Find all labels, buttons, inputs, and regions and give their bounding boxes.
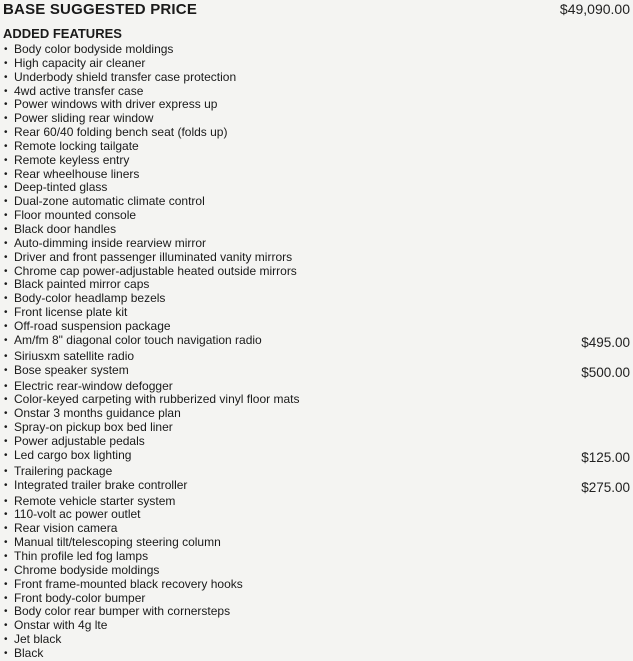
feature-row [0, 633, 633, 647]
feature-item [4, 449, 131, 463]
bullet-icon: • [4, 320, 8, 332]
bullet-icon: • [4, 154, 8, 166]
feature-label: Dual-zone automatic climate control [14, 194, 205, 209]
feature-label: Electric rear-window defogger [14, 378, 173, 393]
feature-row [0, 479, 633, 495]
feature-row [0, 126, 633, 140]
bullet-icon: • [4, 564, 8, 576]
feature-row [0, 140, 633, 154]
feature-label: Am/fm 8" diagonal color touch navigation radio [14, 332, 262, 347]
feature-row [0, 112, 633, 126]
feature-label: Power sliding rear window [14, 111, 154, 126]
bullet-icon: • [4, 350, 8, 362]
feature-row [0, 421, 633, 435]
bullet-icon: • [4, 307, 8, 319]
feature-label: Manual tilt/telescoping steering column [14, 535, 221, 550]
bullet-icon: • [4, 537, 8, 549]
bullet-icon: • [4, 237, 8, 249]
feature-row [0, 154, 633, 168]
feature-label: Rear wheelhouse liners [14, 166, 140, 181]
feature-row [0, 181, 633, 195]
base-price-title: BASE SUGGESTED PRICE [3, 1, 198, 18]
feature-row [0, 550, 633, 564]
bullet-icon: • [4, 223, 8, 235]
feature-label: Rear 60/40 folding bench seat (folds up) [14, 125, 228, 140]
bullet-icon: • [4, 293, 8, 305]
features-list [0, 43, 633, 661]
feature-label: Front license plate kit [14, 305, 128, 320]
feature-row [0, 265, 633, 279]
feature-row [0, 393, 633, 407]
feature-item [4, 605, 230, 619]
feature-item [4, 407, 181, 421]
feature-item [4, 495, 175, 509]
feature-label: Chrome cap power-adjustable heated outside mirrors [14, 263, 297, 278]
feature-row [0, 578, 633, 592]
base-price-row [0, 0, 633, 22]
feature-label: Body-color headlamp bezels [14, 291, 166, 306]
feature-item [4, 154, 129, 168]
feature-item [4, 536, 221, 550]
feature-item [4, 633, 61, 647]
feature-item [4, 140, 139, 154]
feature-item [4, 421, 173, 435]
feature-label: Remote keyless entry [14, 152, 130, 167]
feature-price: $500.00 [581, 364, 630, 380]
feature-item [4, 508, 141, 522]
feature-label: Onstar 3 months guidance plan [14, 406, 181, 421]
feature-row [0, 407, 633, 421]
bullet-icon: • [4, 334, 8, 346]
feature-item [4, 564, 159, 578]
bullet-icon: • [4, 44, 8, 55]
feature-row [0, 71, 633, 85]
feature-label: Power windows with driver express up [14, 97, 218, 112]
bullet-icon: • [4, 634, 8, 646]
bullet-icon: • [4, 182, 8, 194]
feature-item [4, 168, 139, 182]
feature-item [4, 237, 206, 251]
bullet-icon: • [4, 592, 8, 604]
feature-item [4, 112, 153, 126]
base-price-value: $49,090.00 [559, 1, 630, 17]
feature-item [4, 619, 107, 633]
bullet-icon: • [4, 85, 8, 97]
feature-item [4, 350, 134, 364]
feature-label: Remote locking tailgate [14, 138, 139, 153]
feature-row [0, 350, 633, 364]
feature-row [0, 209, 633, 223]
feature-row [0, 223, 633, 237]
feature-item [4, 223, 116, 237]
feature-label: Onstar with 4g lte [14, 618, 108, 633]
feature-label: 110-volt ac power outlet [14, 507, 141, 522]
feature-label: Black [14, 645, 44, 660]
feature-label: High capacity air cleaner [14, 55, 146, 70]
feature-row [0, 495, 633, 509]
feature-label: Chrome bodyside moldings [14, 562, 160, 577]
bullet-icon: • [4, 435, 8, 447]
bullet-icon: • [4, 210, 8, 222]
feature-row [0, 195, 633, 209]
feature-label: Siriusxm satellite radio [14, 348, 135, 363]
feature-label: Integrated trailer brake controller [14, 477, 188, 492]
feature-item [4, 364, 129, 378]
feature-item [4, 647, 43, 661]
feature-label: Underbody shield transfer case protection [14, 69, 237, 84]
bullet-icon: • [4, 196, 8, 208]
feature-item [4, 578, 243, 592]
bullet-icon: • [4, 127, 8, 139]
feature-item [4, 251, 292, 265]
feature-row [0, 98, 633, 112]
bullet-icon: • [4, 168, 8, 180]
feature-row [0, 592, 633, 606]
feature-row [0, 306, 633, 320]
feature-label: Front frame-mounted black recovery hooks [14, 576, 243, 591]
bullet-icon: • [4, 551, 8, 562]
feature-row [0, 465, 633, 479]
feature-label: Rear vision camera [14, 521, 118, 536]
feature-row [0, 647, 633, 661]
bullet-icon: • [4, 647, 8, 659]
feature-label: Deep-tinted glass [14, 180, 108, 195]
feature-item [4, 465, 112, 479]
feature-item [4, 435, 145, 449]
bullet-icon: • [4, 99, 8, 111]
bullet-icon: • [4, 140, 8, 152]
feature-label: Black door handles [14, 221, 117, 236]
feature-label: Trailering package [14, 463, 113, 478]
feature-item [4, 292, 165, 306]
feature-row [0, 605, 633, 619]
bullet-icon: • [4, 57, 8, 69]
feature-item [4, 43, 173, 57]
feature-row [0, 320, 633, 334]
feature-row [0, 522, 633, 536]
feature-item [4, 98, 217, 112]
feature-row [0, 508, 633, 522]
feature-row [0, 334, 633, 350]
feature-row [0, 251, 633, 265]
feature-row [0, 619, 633, 633]
feature-item [4, 479, 187, 493]
feature-row [0, 237, 633, 251]
feature-item [4, 278, 149, 292]
feature-row [0, 364, 633, 380]
feature-row [0, 57, 633, 71]
feature-label: Black painted mirror caps [14, 277, 150, 292]
bullet-icon: • [4, 113, 8, 125]
bullet-icon: • [4, 509, 8, 521]
feature-item [4, 209, 136, 223]
bullet-icon: • [4, 620, 8, 632]
feature-item [4, 57, 145, 71]
feature-label: Remote vehicle starter system [14, 493, 176, 508]
feature-label: Color-keyed carpeting with rubberized vinyl floor mats [14, 392, 300, 407]
feature-item [4, 195, 205, 209]
bullet-icon: • [4, 251, 8, 263]
feature-item [4, 380, 173, 394]
feature-item [4, 550, 148, 564]
bullet-icon: • [4, 449, 8, 461]
bullet-icon: • [4, 364, 8, 376]
bullet-icon: • [4, 408, 8, 420]
feature-label: 4wd active transfer case [14, 83, 144, 98]
feature-row [0, 278, 633, 292]
feature-row [0, 292, 633, 306]
bullet-icon: • [4, 606, 8, 618]
bullet-icon: • [4, 495, 8, 507]
feature-row [0, 564, 633, 578]
bullet-icon: • [4, 279, 8, 291]
feature-row [0, 380, 633, 394]
feature-row [0, 43, 633, 57]
feature-label: Jet black [14, 632, 62, 647]
feature-label: Spray-on pickup box bed liner [14, 420, 173, 435]
feature-item [4, 592, 145, 606]
feature-row [0, 536, 633, 550]
feature-price: $275.00 [581, 479, 630, 495]
feature-item [4, 181, 107, 195]
bullet-icon: • [4, 71, 8, 83]
bullet-icon: • [4, 265, 8, 277]
feature-item [4, 306, 127, 320]
feature-label: Floor mounted console [14, 208, 137, 223]
feature-label: Off-road suspension package [14, 318, 171, 333]
bullet-icon: • [4, 465, 8, 477]
feature-label: Led cargo box lighting [14, 447, 132, 462]
feature-item [4, 85, 143, 99]
feature-label: Front body-color bumper [14, 590, 146, 605]
feature-item [4, 320, 171, 334]
bullet-icon: • [4, 380, 8, 392]
feature-item [4, 71, 236, 85]
feature-item [4, 265, 297, 279]
bullet-icon: • [4, 523, 8, 535]
feature-price: $125.00 [581, 449, 630, 465]
feature-label: Bose speaker system [14, 362, 129, 377]
feature-row [0, 85, 633, 99]
added-features-title: ADDED FEATURES [3, 26, 122, 41]
feature-item [4, 522, 117, 536]
feature-label: Thin profile led fog lamps [14, 549, 149, 563]
feature-label: Body color bodyside moldings [14, 42, 174, 56]
feature-label: Power adjustable pedals [14, 433, 145, 448]
feature-item [4, 126, 227, 140]
feature-item [4, 334, 262, 348]
bullet-icon: • [4, 422, 8, 434]
feature-row [0, 449, 633, 465]
feature-label: Driver and front passenger illuminated vanity mirrors [14, 249, 293, 264]
feature-item [4, 393, 299, 407]
feature-row [0, 435, 633, 449]
feature-price: $495.00 [581, 334, 630, 350]
bullet-icon: • [4, 578, 8, 590]
bullet-icon: • [4, 394, 8, 406]
feature-label: Auto-dimming inside rearview mirror [14, 235, 207, 250]
feature-row [0, 168, 633, 182]
feature-label: Body color rear bumper with cornersteps [14, 604, 231, 619]
bullet-icon: • [4, 479, 8, 491]
